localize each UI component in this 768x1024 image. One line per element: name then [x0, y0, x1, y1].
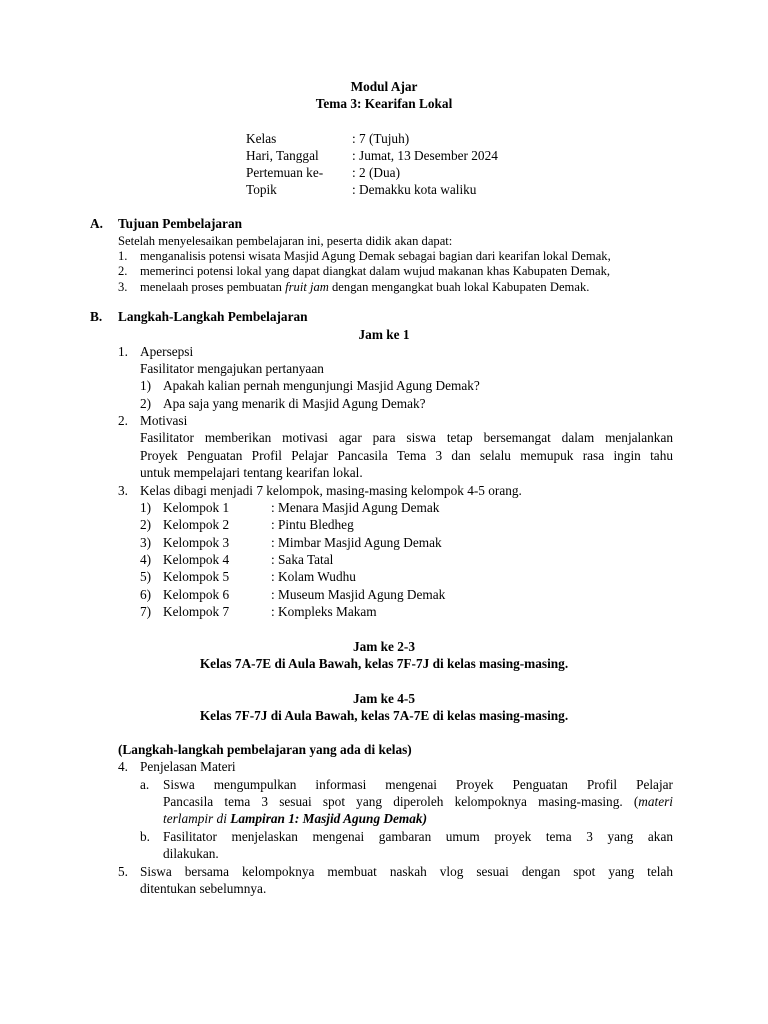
sub-letter: a.	[140, 777, 150, 792]
group-spot: : Menara Masjid Agung Demak	[271, 500, 440, 515]
document-title: Modul Ajar	[350, 79, 418, 94]
group-spot: : Kolam Wudhu	[271, 569, 356, 584]
info-key: Pertemuan ke-	[246, 165, 324, 180]
paragraph-line: Siswa mengumpulkan informasi mengenai Proyek Penguatan Profil Pelajar	[163, 777, 673, 792]
group-number: 5)	[140, 569, 152, 584]
italic-term: fruit jam	[285, 280, 329, 294]
italic-note: materi	[638, 794, 673, 809]
group-number: 7)	[140, 604, 152, 619]
list-item: memerinci potensi lokal yang dapat diangkat dalam wujud makanan khas Kabupaten Demak,	[140, 264, 611, 278]
paragraph-line: terlampir di Lampiran 1: Masjid Agung Demak)	[163, 811, 427, 826]
paragraph-line: Pancasila tema 3 sesuai spot yang diperoleh kelompoknya masing-masing. (materi	[163, 794, 673, 809]
sub-letter: b.	[140, 829, 150, 844]
section-title: Langkah-Langkah Pembelajaran	[118, 309, 308, 324]
group-name: Kelompok 1	[163, 500, 230, 515]
info-value: : 2 (Dua)	[352, 165, 400, 180]
group-spot: : Saka Tatal	[271, 552, 334, 567]
list-number: 1.	[118, 249, 128, 263]
step-number: 5.	[118, 864, 128, 879]
paragraph-line: untuk mempelajari tentang kearifan lokal.	[140, 465, 363, 480]
class-steps-title: (Langkah-langkah pembelajaran yang ada di kelas)	[118, 742, 412, 757]
step-title: Apersepsi	[140, 344, 194, 359]
group-spot: : Kompleks Makam	[271, 604, 377, 619]
question-text: Apa saja yang menarik di Masjid Agung Demak?	[163, 396, 426, 411]
info-key: Kelas	[246, 131, 277, 146]
step-intro: Fasilitator mengajukan pertanyaan	[140, 361, 324, 376]
step-title: Kelas dibagi menjadi 7 kelompok, masing-masing kelompok 4-5 orang.	[140, 483, 522, 498]
question-text: Apakah kalian pernah mengunjungi Masjid Agung Demak?	[163, 378, 480, 393]
paragraph-line: Siswa bersama kelompoknya membuat naskah vlog sesuai dengan spot yang telah	[140, 864, 673, 879]
group-number: 2)	[140, 517, 152, 532]
group-name: Kelompok 4	[163, 552, 230, 567]
info-key: Topik	[246, 182, 277, 197]
section-title: Tujuan Pembelajaran	[118, 216, 242, 231]
section-letter: B.	[90, 309, 103, 324]
paragraph-line: Fasilitator menjelaskan mengenai gambaran umum proyek tema 3 yang akan	[163, 829, 673, 844]
group-number: 4)	[140, 552, 152, 567]
jam-1-heading: Jam ke 1	[358, 327, 410, 342]
group-name: Kelompok 3	[163, 535, 230, 550]
list-item: menelaah proses pembuatan fruit jam dengan mengangkat buah lokal Kabupaten Demak.	[140, 280, 590, 294]
info-key: Hari, Tanggal	[246, 148, 319, 163]
info-value: : Jumat, 13 Desember 2024	[352, 148, 498, 163]
section-a-intro: Setelah menyelesaikan pembelajaran ini, peserta didik akan dapat:	[118, 234, 453, 248]
section-letter: A.	[90, 216, 103, 231]
group-name: Kelompok 5	[163, 569, 230, 584]
jam-2-3-heading: Jam ke 2-3	[352, 639, 416, 654]
jam-4-5-heading: Jam ke 4-5	[352, 691, 416, 706]
jam-2-3-desc: Kelas 7A-7E di Aula Bawah, kelas 7F-7J di kelas masing-masing.	[199, 656, 569, 671]
group-name: Kelompok 6	[163, 587, 230, 602]
step-number: 1.	[118, 344, 128, 359]
paragraph-line: Fasilitator memberikan motivasi agar para siswa tetap bersemangat dalam menjalankan	[140, 430, 673, 445]
step-number: 4.	[118, 759, 128, 774]
group-name: Kelompok 7	[163, 604, 230, 619]
info-value: : 7 (Tujuh)	[352, 131, 410, 146]
group-name: Kelompok 2	[163, 517, 230, 532]
jam-4-5-desc: Kelas 7F-7J di Aula Bawah, kelas 7A-7E di kelas masing-masing.	[199, 708, 569, 723]
document-subtitle: Tema 3: Kearifan Lokal	[315, 96, 453, 111]
list-number: 2.	[118, 264, 128, 278]
list-number: 3.	[118, 280, 128, 294]
paragraph-line: dilakukan.	[163, 846, 219, 861]
group-spot: : Mimbar Masjid Agung Demak	[271, 535, 442, 550]
step-number: 3.	[118, 483, 128, 498]
paragraph-line: Proyek Penguatan Profil Pelajar Pancasila Tema 3 dan selalu memupuk rasa ingin tahu	[140, 448, 673, 463]
group-number: 1)	[140, 500, 152, 515]
question-number: 2)	[140, 396, 152, 411]
group-number: 3)	[140, 535, 152, 550]
step-number: 2.	[118, 413, 128, 428]
step-title: Motivasi	[140, 413, 188, 428]
paragraph-line: ditentukan sebelumnya.	[140, 881, 267, 896]
group-spot: : Museum Masjid Agung Demak	[271, 587, 446, 602]
info-value: : Demakku kota waliku	[352, 182, 477, 197]
list-item: menganalisis potensi wisata Masjid Agung Demak sebagai bagian dari kearifan lokal Demak,	[140, 249, 611, 263]
group-number: 6)	[140, 587, 152, 602]
group-spot: : Pintu Bledheg	[271, 517, 354, 532]
attachment-reference: Lampiran 1: Masjid Agung Demak)	[230, 811, 427, 826]
question-number: 1)	[140, 378, 152, 393]
step-title: Penjelasan Materi	[140, 759, 236, 774]
